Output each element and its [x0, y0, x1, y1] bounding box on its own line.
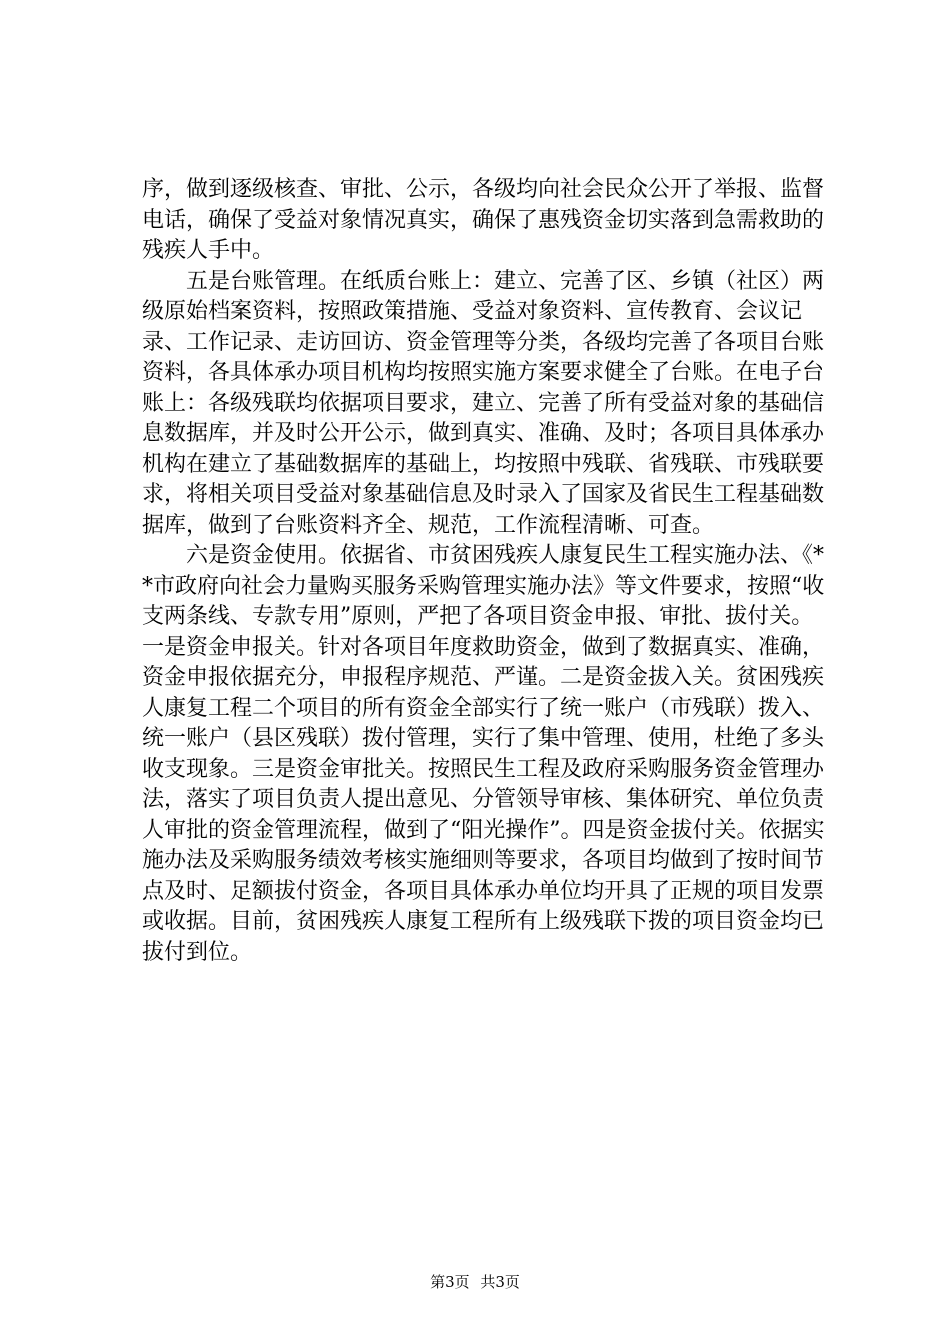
page-number: 第3页 [430, 1273, 470, 1291]
paragraph-continued: 序，做到逐级核查、审批、公示，各级均向社会民众公开了举报、监督电话，确保了受益对象情况真实，确保了惠残资金切实落到急需救助的残疾人手中。 [142, 177, 825, 263]
paragraph-fund-usage: 六是资金使用。依据省、市贫困残疾人康复民生工程实施办法、《**市政府向社会力量购买服务采购管理实施办法》等文件要求，按照“收支两条线、专款专用”原则，严把了各项目资金申报、审批、拔付关。一是资金申报关。针对各项目年度救助资金，做到了数据真实、准确，资金申报依据充分，申报程序规范、严谨。二是资金拔入关。贫困残疾人康复工程二个项目的所有资金全部实行了统一账户（市残联）拨入、统一账户（县区残联）拨付管理，实行了集中管理、使用，杜绝了多头收支现象。三是资金审批关。按照民生工程及政府采购服务资金管理办法，落实了项目负责人提出意见、分管领导审核、集体研究、单位负责人审批的资金管理流程，做到了“阳光操作”。四是资金拔付关。依据实施办法及采购服务绩效考核实施细则等要求，各项目均做到了按时间节点及时、足额拔付资金，各项目具体承办单位均开具了正规的项目发票或收据。目前，贫困残疾人康复工程所有上级残联下拨的项目资金均已拔付到位。 [142, 543, 825, 965]
page-total: 共3页 [480, 1273, 520, 1291]
document-body [142, 175, 832, 968]
paragraph-ledger-management: 五是台账管理。在纸质台账上：建立、完善了区、乡镇（社区）两级原始档案资料，按照政策措施、受益对象资料、宣传教育、会议记录、工作记录、走访回访、资金管理等分类，各级均完善了各项目台账资料，各具体承办项目机构均按照实施方案要求健全了台账。在电子台账上：各级残联均依据项目要求，建立、完善了所有受益对象的基础信息数据库，并及时公开公示，做到真实、准确、及时；各项目具体承办机构在建立了基础数据库的基础上，均按照中残联、省残联、市残联要求，将相关项目受益对象基础信息及时录入了国家及省民生工程基础数据库，做到了台账资料齐全、规范，工作流程清晰、可查。 [142, 268, 825, 538]
page-footer [0, 1272, 950, 1292]
